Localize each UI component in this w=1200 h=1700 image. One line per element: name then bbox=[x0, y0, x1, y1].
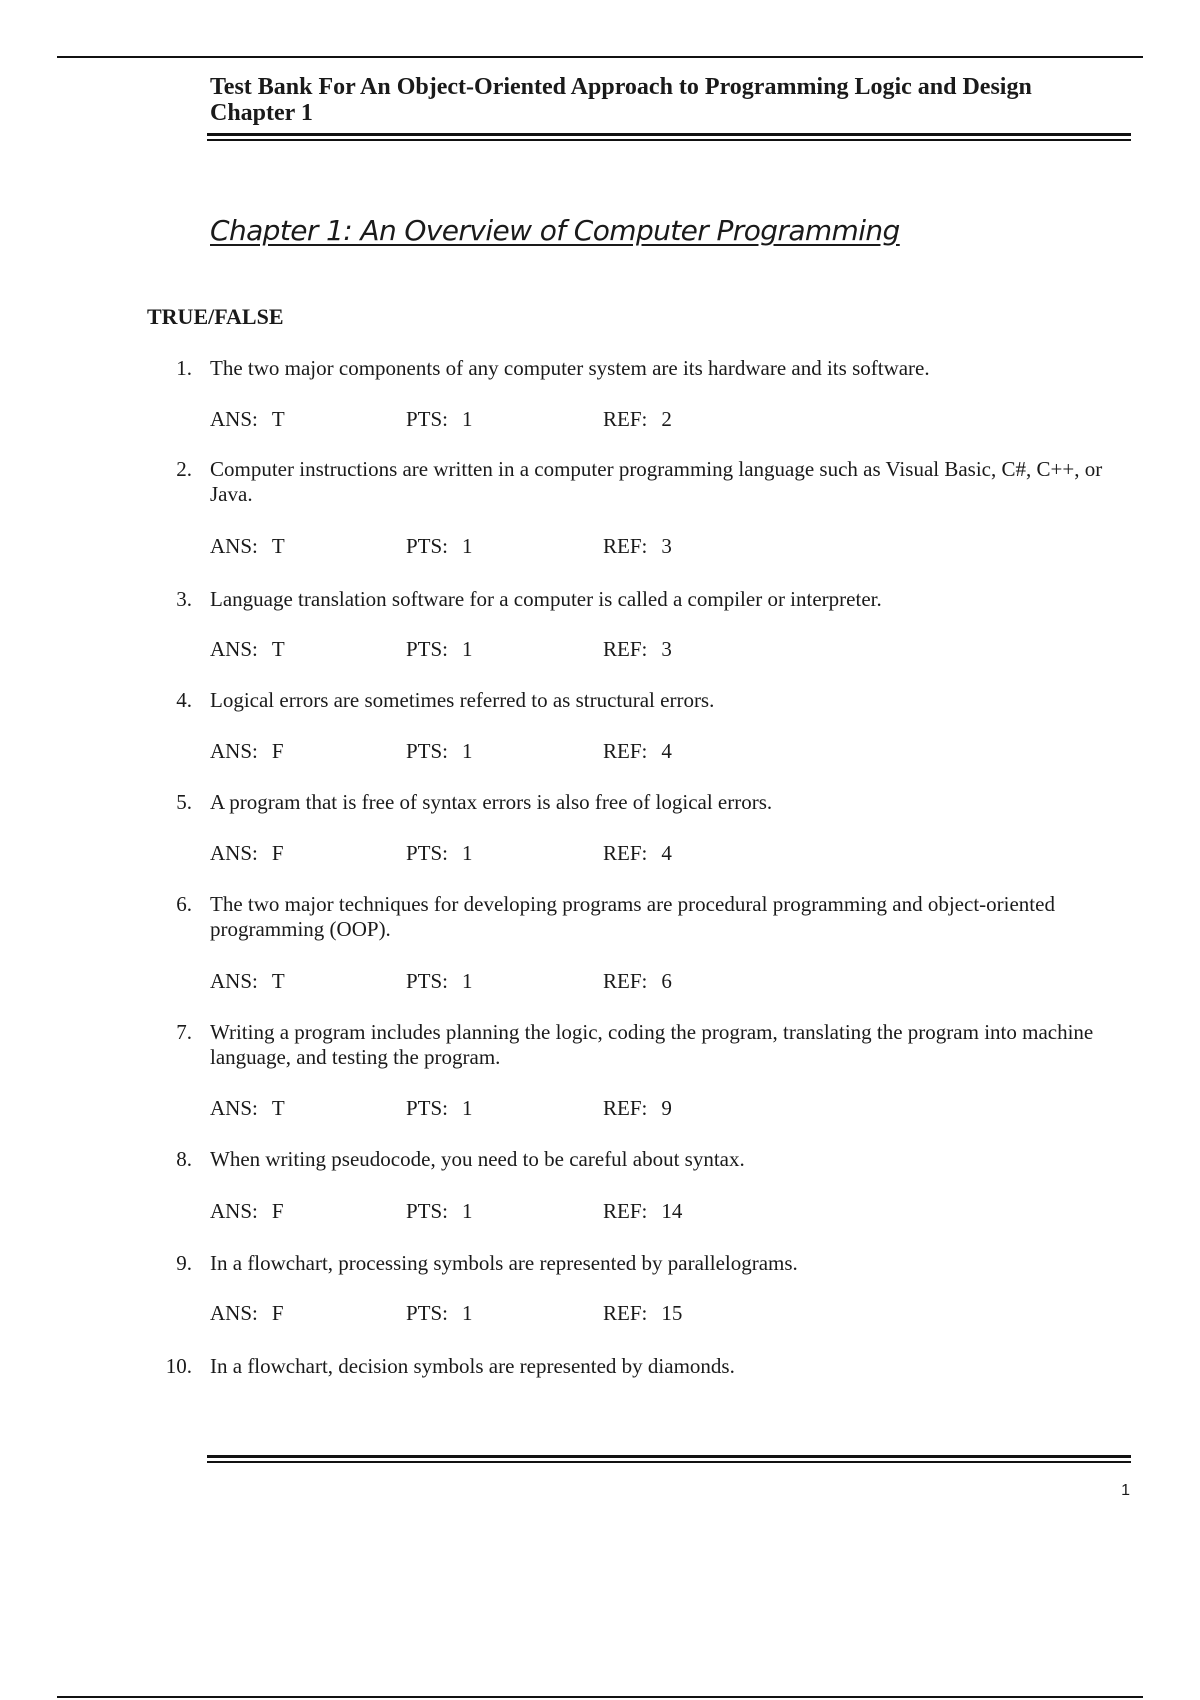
ans-value: T bbox=[271, 637, 285, 661]
ans-value: F bbox=[271, 841, 284, 865]
question-number: 7. bbox=[176, 1020, 192, 1044]
ref-value: 3 bbox=[661, 534, 672, 558]
question-number: 4. bbox=[176, 688, 192, 712]
question-text: In a flowchart, decision symbols are represented by diamonds. bbox=[210, 1354, 735, 1378]
question-number: 8. bbox=[176, 1147, 192, 1171]
question-text: In a flowchart, processing symbols are represented by parallelograms. bbox=[210, 1251, 798, 1275]
question-text: A program that is free of syntax errors is also free of logical errors. bbox=[210, 790, 773, 814]
ref-label: REF: bbox=[603, 534, 648, 558]
ref-label: REF: bbox=[603, 739, 648, 763]
header-divider bbox=[207, 133, 1131, 141]
question-text: Writing a program includes planning the logic, coding the program, translating the program into machine language, and testing the program. bbox=[210, 1020, 1094, 1069]
pts-value: 1 bbox=[462, 1301, 473, 1325]
document-header bbox=[210, 74, 1130, 126]
ref-label: REF: bbox=[603, 841, 648, 865]
ref-label: REF: bbox=[603, 637, 648, 661]
ref-value: 9 bbox=[661, 1096, 672, 1120]
ans-value: T bbox=[271, 1096, 285, 1120]
ans-label: ANS: bbox=[210, 841, 258, 865]
header-chapter: Chapter 1 bbox=[210, 100, 313, 126]
pts-label: PTS: bbox=[406, 969, 449, 993]
page-bottom-rule bbox=[57, 1696, 1143, 1698]
ans-label: ANS: bbox=[210, 1199, 258, 1223]
ans-label: ANS: bbox=[210, 407, 258, 431]
section-heading: TRUE/FALSE bbox=[147, 304, 284, 329]
pts-label: PTS: bbox=[406, 1096, 449, 1120]
question-number: 6. bbox=[176, 892, 192, 916]
ref-value: 14 bbox=[661, 1199, 683, 1223]
question-number: 5. bbox=[176, 790, 192, 814]
pts-value: 1 bbox=[462, 739, 473, 763]
header-title: Test Bank For An Object-Oriented Approach to Programming Logic and Design bbox=[210, 74, 1032, 100]
ans-label: ANS: bbox=[210, 1301, 258, 1325]
ans-label: ANS: bbox=[210, 637, 258, 661]
pts-value: 1 bbox=[462, 969, 473, 993]
ref-value: 6 bbox=[661, 969, 672, 993]
question-number: 3. bbox=[176, 587, 192, 611]
ref-label: REF: bbox=[603, 1096, 648, 1120]
question-text: The two major techniques for developing programs are procedural programming and object-oriented programming (OOP). bbox=[210, 892, 1055, 941]
ref-value: 4 bbox=[661, 841, 672, 865]
pts-label: PTS: bbox=[406, 841, 449, 865]
pts-value: 1 bbox=[462, 1096, 473, 1120]
ans-label: ANS: bbox=[210, 739, 258, 763]
ans-label: ANS: bbox=[210, 534, 258, 558]
ref-label: REF: bbox=[603, 969, 648, 993]
ref-label: REF: bbox=[603, 1199, 648, 1223]
ans-value: F bbox=[271, 1199, 284, 1223]
pts-value: 1 bbox=[462, 407, 473, 431]
ref-value: 3 bbox=[661, 637, 672, 661]
ref-value: 2 bbox=[661, 407, 672, 431]
chapter-title: Chapter 1: An Overview of Computer Programming bbox=[210, 214, 900, 247]
pts-label: PTS: bbox=[406, 1199, 449, 1223]
pts-label: PTS: bbox=[406, 637, 449, 661]
question-text: Language translation software for a computer is called a compiler or interpreter. bbox=[210, 587, 882, 611]
pts-value: 1 bbox=[462, 534, 473, 558]
question-number: 10. bbox=[165, 1354, 192, 1378]
pts-label: PTS: bbox=[406, 1301, 449, 1325]
ans-label: ANS: bbox=[210, 969, 258, 993]
question-number: 9. bbox=[176, 1251, 192, 1275]
question-number: 2. bbox=[176, 457, 192, 481]
question-text: Computer instructions are written in a computer programming language such as Visual Basic, C#, C++, or Java. bbox=[210, 457, 1103, 506]
pts-label: PTS: bbox=[406, 534, 449, 558]
ans-value: T bbox=[271, 407, 285, 431]
footer-divider bbox=[207, 1455, 1131, 1463]
pts-label: PTS: bbox=[406, 739, 449, 763]
question-text: When writing pseudocode, you need to be careful about syntax. bbox=[210, 1147, 745, 1171]
ref-value: 4 bbox=[661, 739, 672, 763]
ref-label: REF: bbox=[603, 407, 648, 431]
pts-value: 1 bbox=[462, 1199, 473, 1223]
ans-value: F bbox=[271, 1301, 284, 1325]
page-number: 1 bbox=[1121, 1482, 1130, 1499]
pts-label: PTS: bbox=[406, 407, 449, 431]
question-text: The two major components of any computer system are its hardware and its software. bbox=[210, 356, 930, 380]
question-number: 1. bbox=[176, 356, 192, 380]
ans-value: F bbox=[271, 739, 284, 763]
ans-value: T bbox=[271, 969, 285, 993]
question-text: Logical errors are sometimes referred to as structural errors. bbox=[210, 688, 715, 712]
ans-label: ANS: bbox=[210, 1096, 258, 1120]
pts-value: 1 bbox=[462, 841, 473, 865]
ref-label: REF: bbox=[603, 1301, 648, 1325]
ref-value: 15 bbox=[661, 1301, 683, 1325]
pts-value: 1 bbox=[462, 637, 473, 661]
page-top-rule bbox=[57, 56, 1143, 58]
ans-value: T bbox=[271, 534, 285, 558]
